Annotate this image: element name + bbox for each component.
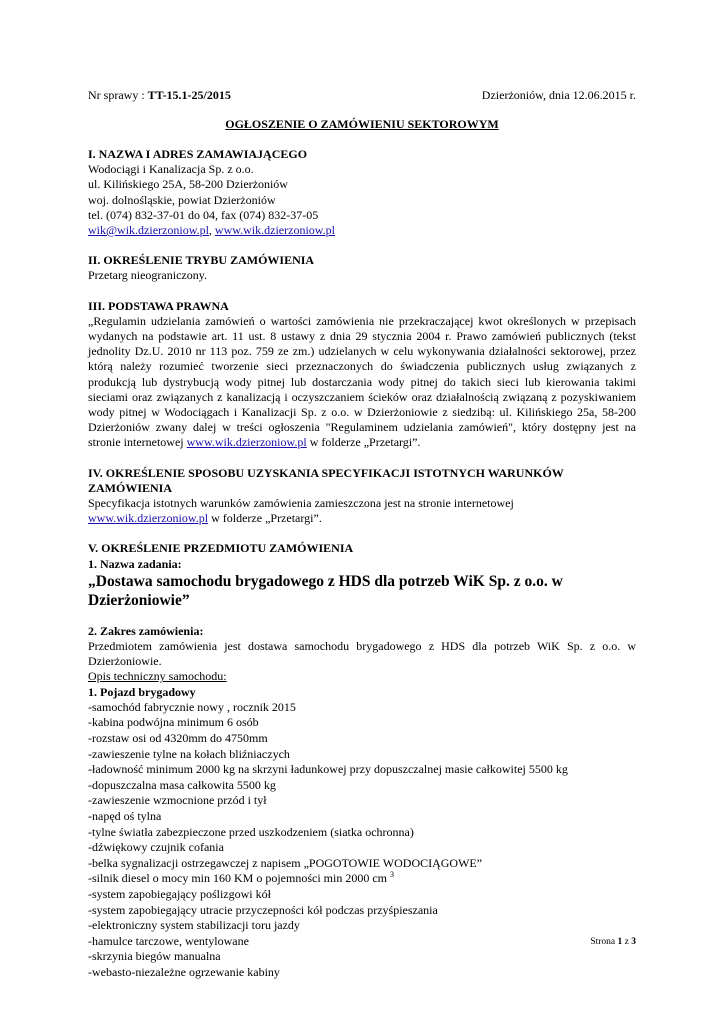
spec-item: -dźwiękowy czujnik cofania [88, 840, 224, 855]
section-contracting-authority [88, 147, 636, 238]
page-label: Strona [590, 937, 616, 947]
specification-access-link-line [88, 511, 636, 526]
section-specification-access [88, 466, 636, 527]
website-link[interactable]: www.wik.dzierzoniow.pl [88, 511, 209, 526]
section-subject-of-order [88, 541, 636, 980]
vehicle-spec-list [88, 700, 636, 981]
link-separator: , [208, 223, 215, 238]
specification-access-text: Specyfikacja istotnych warunków zamówienia zamieszczona jest na stronie internetowej [88, 496, 514, 511]
authority-region: woj. dolnośląskie, powiat Dzierżoniów [88, 192, 276, 207]
spec-item: -kabina podwójna minimum 6 osób [88, 715, 259, 730]
spec-item: -webasto-niezależne ogrzewanie kabiny [88, 964, 280, 979]
authority-name: Wodociągi i Kanalizacja Sp. z o.o. [88, 162, 254, 177]
authority-phone: tel. (074) 832-37-01 do 04, fax (074) 832-37-05 [88, 207, 319, 222]
spec-item: -skrzynia biegów manualna [88, 949, 221, 964]
engine-spec-superscript: 3 [389, 870, 394, 880]
document-title: OGŁOSZENIE O ZAMÓWIENIU SEKTOROWYM [225, 117, 499, 131]
case-number-label: Nr sprawy : [88, 88, 145, 102]
task-name-heading: 1. Nazwa zadania: [88, 556, 182, 571]
legal-basis-suffix: w folderze „Przetargi”. [306, 435, 421, 450]
page-current: 1 [617, 937, 623, 947]
authority-contact-links [88, 223, 636, 238]
section-heading: V. OKREŚLENIE PRZEDMIOTU ZAMÓWIENIA [88, 541, 354, 556]
technical-description-label: Opis techniczny samochodu: [88, 669, 227, 684]
spec-item-engine [88, 871, 636, 887]
spec-item: -system zapobiegający utracie przyczepności kół podczas przyśpieszania [88, 902, 438, 917]
scope-text: Przedmiotem zamówienia jest dostawa samochodu brygadowego z HDS dla potrzeb WiK Sp. z o.o. w Dzierżoniowie. [88, 639, 636, 669]
website-link[interactable]: www.wik.dzierzoniow.pl [214, 223, 336, 238]
spec-item: -zawieszenie tylne na kołach bliźniaczych [88, 746, 290, 761]
spec-item: -ładowność minimum 2000 kg na skrzyni ładunkowej przy dopuszczalnej masie całkowitej 5500 kg [88, 762, 568, 777]
page-total: 3 [631, 937, 636, 947]
email-link[interactable]: wik@wik.dzierzoniow.pl [88, 223, 209, 238]
spec-item: -dopuszczalna masa całkowita 5500 kg [88, 777, 276, 792]
vehicle-heading: 1. Pojazd brygadowy [88, 684, 196, 699]
spec-item: -napęd oś tylna [88, 809, 162, 824]
spec-item: -system zapobiegający poślizgowi kół [88, 887, 271, 902]
procedure-type-text: Przetarg nieograniczony. [88, 268, 207, 283]
authority-address: ul. Kilińskiego 25A, 58-200 Dzierżoniów [88, 177, 288, 192]
spec-item: -tylne światła zabezpieczone przed uszkodzeniem (siatka ochronna) [88, 824, 414, 839]
website-link[interactable]: www.wik.dzierzoniow.pl [186, 435, 307, 450]
spec-item: -zawieszenie wzmocnione przód i tył [88, 793, 267, 808]
section-heading: I. NAZWA I ADRES ZAMAWIAJĄCEGO [88, 147, 308, 161]
case-number [88, 88, 231, 103]
section-procedure-type [88, 253, 636, 283]
spec-item: -elektroniczny system stabilizacji toru jazdy [88, 918, 300, 933]
engine-spec-text: -silnik diesel o mocy min 160 KM o pojemności min 2000 cm [88, 871, 387, 886]
spec-item: -rozstaw osi od 4320mm do 4750mm [88, 731, 268, 746]
case-number-value: TT-15.1-25/2015 [147, 88, 231, 102]
section-legal-basis [88, 299, 636, 451]
spec-item: -hamulce tarczowe, wentylowane [88, 933, 249, 948]
document-body [88, 147, 636, 981]
place-date: Dzierżoniów, dnia 12.06.2015 r. [481, 88, 636, 102]
specification-access-suffix: w folderze „Przetargi”. [208, 511, 322, 526]
page-separator: z [624, 937, 629, 947]
scope-heading: 2. Zakres zamówienia: [88, 623, 204, 638]
legal-basis-text [88, 314, 636, 451]
spec-item: -belka sygnalizacji ostrzegawczej z napisem „POGOTOWIE WODOCIĄGOWE” [88, 855, 483, 870]
legal-basis-body: „Regulamin udzielania zamówień o wartości zamówienia nie przekraczającej kwot określonych w przepisach wydanych na podstawie art. 11 ust. 8 ustawy z dnia 29 stycznia 2004 r. Prawo zamówień publicznych (tekst jednolity Dz.U. 2010 nr 113 poz. 759 ze zm.) udzielanych w celu wykonywania działalności sektorowej, przez którą należy rozumieć tworzenie sieci przeznaczonych do świadczenia publicznych usług związanych z produkcją lub dystrybucją wody pitnej lub dostarczania wody pitnej do takich sieci lub kierowania takimi sieciami oraz związanych z kanalizacją i oczyszczaniem ścieków oraz działalnością związaną z pozyskiwaniem wody pitnej w Wodociągach i Kanalizacji Sp. z o.o. w Dzierżoniowie z siedzibą: ul. Kilińskiego 25a, 58-200 Dzierżoniów zwany dalej w treści ogłoszenia "Regulaminem udzielania zamówień", który dostępny jest na stronie internetowej [88, 313, 636, 450]
task-title: „Dostawa samochodu brygadowego z HDS dla potrzeb WiK Sp. z o.o. w Dzierżoniowie” [88, 572, 563, 609]
section-heading: III. PODSTAWA PRAWNA [88, 298, 229, 313]
spec-item: -samochód fabrycznie nowy , rocznik 2015 [88, 699, 296, 714]
section-heading: IV. OKREŚLENIE SPOSOBU UZYSKANIA SPECYFIKACJI ISTOTNYCH WARUNKÓW ZAMÓWIENIA [88, 465, 564, 495]
page-number [590, 937, 636, 947]
section-heading: II. OKREŚLENIE TRYBU ZAMÓWIENIA [88, 253, 315, 268]
